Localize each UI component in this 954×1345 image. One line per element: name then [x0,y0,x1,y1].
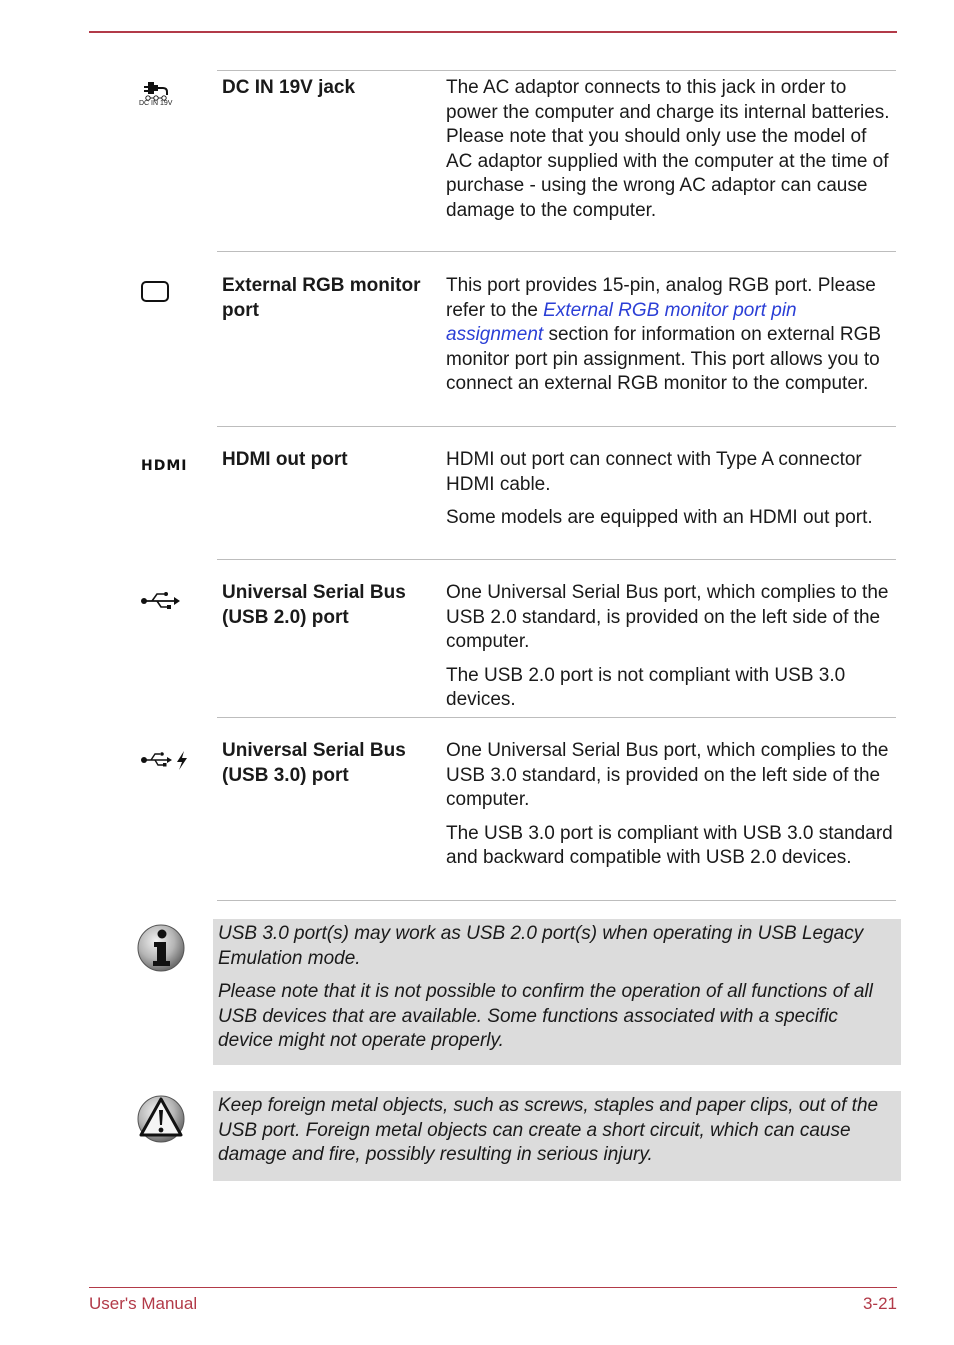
note-paragraph: USB 3.0 port(s) may work as USB 2.0 port(s) when operating in USB Legacy Emulation mode. [218,923,864,969]
desc-hdmi-out-port [446,448,894,540]
info-note [213,919,901,1065]
desc-paragraph: Some models are equipped with an HDMI out port. [446,507,873,528]
dc-in-icon-label: DC IN 19V [139,100,173,107]
rgb-monitor-icon [138,280,172,311]
row-divider [217,70,896,71]
rgb-pin-assignment-link[interactable]: External RGB monitor port pin assignment [446,299,797,345]
note-paragraph: Keep foreign metal objects, such as screws, staples and paper clips, out of the USB port. Foreign metal objects can create a short circuit, which can cause damage and fire, possibly resulting in serious injury. [218,1095,879,1165]
term-rgb-monitor-port: External RGB monitor port [222,275,421,321]
usb-icon [140,590,180,617]
dc-in-icon [138,78,178,117]
row-divider [217,251,896,252]
header-rule [89,31,897,33]
desc-dc-in-jack [446,76,894,232]
usb-charge-icon [140,749,192,776]
svg-text:HDMI: HDMI [141,458,188,472]
desc-text: This port provides 15-pin, analog RGB port. Please refer to the [446,275,876,321]
desc-usb-2-port [446,581,894,722]
warning-note [213,1091,901,1181]
note-paragraph: Please note that it is not possible to confirm the operation of all functions of all USB devices that are available. Some functions associated with a specific device might not operate properly. [218,981,873,1051]
term-dc-in-jack: DC IN 19V jack [222,77,356,98]
term-usb-2-port: Universal Serial Bus (USB 2.0) port [222,582,406,628]
desc-paragraph: The AC adaptor connects to this jack in order to power the computer and charge its internal batteries. Please note that you should only use the model of AC adaptor supplied with the computer at the time of purchase - using the wrong AC adaptor can cause damage to the computer. [446,77,890,221]
desc-rgb-monitor-port [446,274,894,406]
footer-rule [89,1287,897,1288]
footer-manual-title: User's Manual [89,1294,198,1313]
desc-usb-3-port [446,739,894,880]
row-divider [217,559,896,560]
desc-text: section for information on external RGB monitor port pin assignment. This port allows you to connect an external RGB monitor to the computer. [446,324,882,394]
row-divider [217,717,896,718]
desc-paragraph: The USB 2.0 port is not compliant with USB 3.0 devices. [446,664,846,710]
desc-paragraph: One Universal Serial Bus port, which complies to the USB 2.0 standard, is provided on the left side of the computer. [446,582,889,652]
footer-page-number: 3-21 [862,1294,897,1313]
desc-paragraph [446,274,894,397]
term-hdmi-out-port: HDMI out port [222,449,348,470]
desc-paragraph: The USB 3.0 port is compliant with USB 3.0 standard and backward compatible with USB 2.0 devices. [446,822,893,868]
hdmi-icon [141,458,205,477]
term-usb-3-port: Universal Serial Bus (USB 3.0) port [222,740,406,786]
desc-paragraph: HDMI out port can connect with Type A connector HDMI cable. [446,449,862,495]
row-divider [217,900,896,901]
row-divider [217,426,896,427]
desc-paragraph: One Universal Serial Bus port, which complies to the USB 3.0 standard, is provided on the left side of the computer. [446,740,889,810]
info-icon [136,923,186,980]
warning-icon [136,1093,186,1150]
